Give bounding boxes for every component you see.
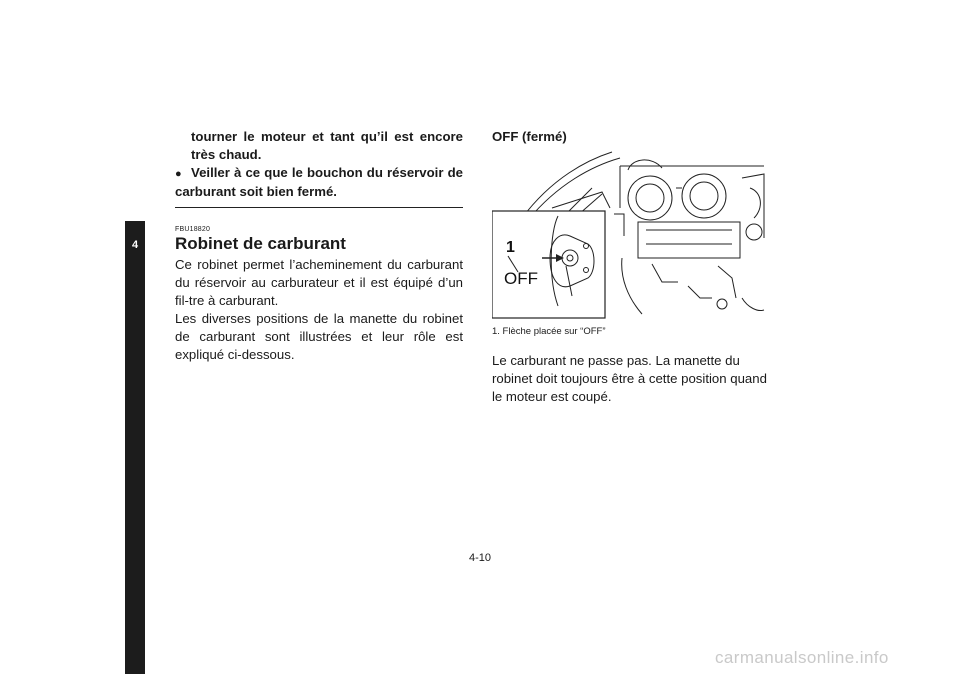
fuel-cock-illustration [492,148,772,322]
callout-off-label: OFF [504,269,538,288]
warning-bullet-text: Veiller à ce que le bouchon du réservoir de carburant soit bien fermé. [175,165,463,199]
callout-number: 1 [506,239,515,256]
left-column [175,128,463,364]
bullet-icon: ● [175,168,182,180]
section-title: Robinet de carburant [175,234,346,253]
page-number: 4-10 [468,552,492,564]
right-column [492,128,772,404]
off-description: Le carburant ne passe pas. La manette du robinet doit toujours être à cette position quand le moteur est coupé. [492,353,767,404]
paragraph-1: Ce robinet permet l’acheminement du carburant du réservoir au carburateur et il est équipé d’un fil-tre à carburant. [175,257,463,308]
watermark: carmanualsonline.info [715,648,889,667]
reference-code: FBU18820 [175,226,211,233]
paragraph-2: Les diverses positions de la manette du robinet de carburant sont illustrées et leur rôle est expliqué ci-dessous. [175,311,463,362]
subsection-title: OFF (fermé) [492,129,567,144]
figure-caption: 1. Flèche placée sur “OFF” [492,326,606,337]
warning-continuation: tourner le moteur et tant qu’il est encore très chaud. [191,129,463,162]
warning-bullet-item [175,164,463,201]
chapter-number: 4 [131,239,139,251]
chapter-tab [125,221,145,674]
warning-divider [175,207,463,208]
